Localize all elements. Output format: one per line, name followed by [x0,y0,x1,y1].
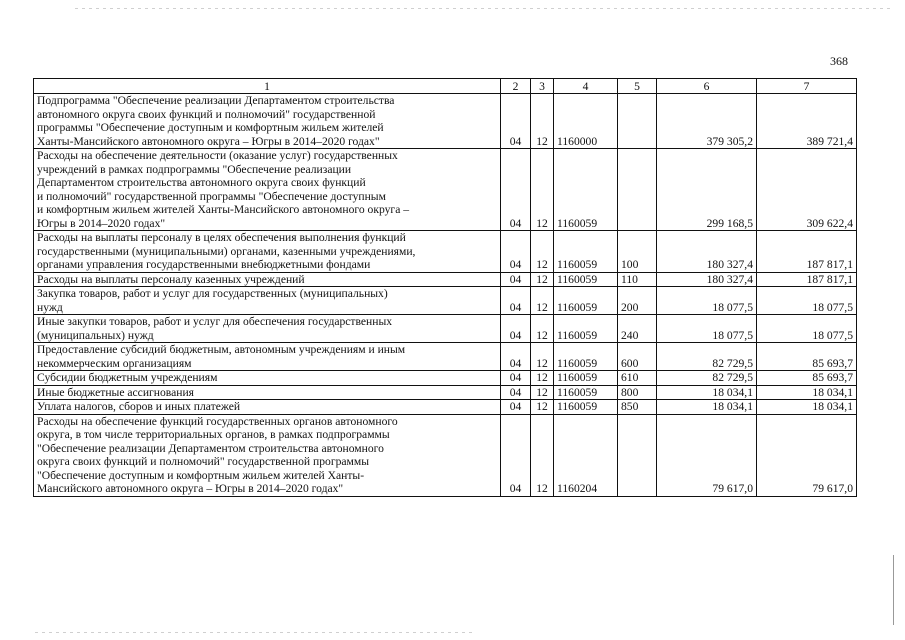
page-edge-line [893,555,894,625]
section-code-cell: 04 [501,315,531,343]
expense-type-cell [618,94,657,149]
table-row [34,149,857,231]
scan-artifact-bottom [35,632,475,633]
table-row [34,315,857,343]
table-header-row [34,79,857,94]
amount-col7-cell: 389 721,4 [757,94,857,149]
table-row [34,414,857,496]
subsection-code-cell: 12 [531,371,554,386]
row-name-cell: Предоставление субсидий бюджетным, автономным учреждениям и иным некоммерческим организациям [34,343,501,371]
row-name-cell: Подпрограмма "Обеспечение реализации Департаментом строительства автономного округа своих функций и полномочий" государственной программы "Обеспечение доступным и комфортным жильем жителей Ханты-Мансийского автономного округа – Югры в 2014–2020 годах" [34,94,501,149]
target-article-cell: 1160059 [554,272,618,287]
subsection-code-cell: 12 [531,231,554,273]
row-name-cell: Иные закупки товаров, работ и услуг для обеспечения государственных (муниципальных) нужд [34,315,501,343]
section-code-cell: 04 [501,343,531,371]
table-row [34,385,857,400]
table-row [34,94,857,149]
amount-col6-cell: 18 034,1 [657,385,757,400]
amount-col7-cell: 85 693,7 [757,371,857,386]
subsection-code-cell: 12 [531,414,554,496]
amount-col6-cell: 299 168,5 [657,149,757,231]
section-code-cell: 04 [501,149,531,231]
amount-col7-cell: 18 077,5 [757,287,857,315]
subsection-code-cell: 12 [531,149,554,231]
amount-col6-cell: 79 617,0 [657,414,757,496]
expense-type-cell: 200 [618,287,657,315]
subsection-code-cell: 12 [531,343,554,371]
table-row [34,272,857,287]
target-article-cell: 1160059 [554,231,618,273]
subsection-code-cell: 12 [531,400,554,415]
table-row [34,343,857,371]
row-name-cell: Расходы на выплаты персоналу в целях обеспечения выполнения функций государственными (муниципальными) органами, казенными учреждениями, органами управления государственными внебюджетными фондами [34,231,501,273]
row-name-cell: Иные бюджетные ассигнования [34,385,501,400]
header-col-4: 4 [554,79,618,94]
subsection-code-cell: 12 [531,315,554,343]
target-article-cell: 1160059 [554,149,618,231]
amount-col6-cell: 18 077,5 [657,287,757,315]
section-code-cell: 04 [501,94,531,149]
expense-type-cell: 610 [618,371,657,386]
row-name-cell: Расходы на выплаты персоналу казенных учреждений [34,272,501,287]
target-article-cell: 1160059 [554,343,618,371]
scan-artifact-top [75,8,890,9]
expense-type-cell [618,149,657,231]
row-name-cell: Закупка товаров, работ и услуг для государственных (муниципальных) нужд [34,287,501,315]
expense-type-cell: 110 [618,272,657,287]
expense-type-cell: 800 [618,385,657,400]
row-name-cell: Субсидии бюджетным учреждениям [34,371,501,386]
amount-col7-cell: 309 622,4 [757,149,857,231]
amount-col7-cell: 79 617,0 [757,414,857,496]
section-code-cell: 04 [501,371,531,386]
amount-col6-cell: 180 327,4 [657,272,757,287]
amount-col7-cell: 18 034,1 [757,400,857,415]
amount-col6-cell: 18 034,1 [657,400,757,415]
amount-col6-cell: 18 077,5 [657,315,757,343]
expense-type-cell: 600 [618,343,657,371]
amount-col7-cell: 18 077,5 [757,315,857,343]
target-article-cell: 1160059 [554,371,618,386]
header-col-1: 1 [34,79,501,94]
expense-type-cell: 100 [618,231,657,273]
row-name-cell: Расходы на обеспечение деятельности (оказание услуг) государственных учреждений в рамках подпрограммы "Обеспечение реализации Департаментом строительства автономного округа своих функций и полномочий" государственной программы "Обеспечение доступным и комфортным жильем жителей Ханты-Мансийского автономного округа – Югры в 2014–2020 годах" [34,149,501,231]
table-row [34,371,857,386]
header-col-6: 6 [657,79,757,94]
section-code-cell: 04 [501,231,531,273]
row-name-cell: Расходы на обеспечение функций государственных органов автономного округа, в том числе территориальных органов, в рамках подпрограммы "Обеспечение реализации Департаментом строительства автономного округа своих функций и полномочий" государственной программы "Обеспечение доступным и комфортным жильем жителей Ханты- Мансийского автономного округа – Югры в 2014–2020 годах" [34,414,501,496]
section-code-cell: 04 [501,385,531,400]
section-code-cell: 04 [501,287,531,315]
budget-table [33,78,857,497]
header-col-7: 7 [757,79,857,94]
expense-type-cell [618,414,657,496]
section-code-cell: 04 [501,414,531,496]
page-number: 368 [830,54,848,68]
amount-col6-cell: 180 327,4 [657,231,757,273]
subsection-code-cell: 12 [531,287,554,315]
header-col-2: 2 [501,79,531,94]
section-code-cell: 04 [501,272,531,287]
expense-type-cell: 850 [618,400,657,415]
target-article-cell: 1160059 [554,385,618,400]
target-article-cell: 1160059 [554,315,618,343]
header-col-5: 5 [618,79,657,94]
row-name-cell: Уплата налогов, сборов и иных платежей [34,400,501,415]
subsection-code-cell: 12 [531,94,554,149]
table-row [34,231,857,273]
target-article-cell: 1160204 [554,414,618,496]
target-article-cell: 1160059 [554,400,618,415]
header-col-3: 3 [531,79,554,94]
amount-col7-cell: 187 817,1 [757,272,857,287]
section-code-cell: 04 [501,400,531,415]
table-row [34,287,857,315]
table-row [34,400,857,415]
amount-col6-cell: 82 729,5 [657,371,757,386]
amount-col7-cell: 85 693,7 [757,343,857,371]
subsection-code-cell: 12 [531,272,554,287]
amount-col7-cell: 18 034,1 [757,385,857,400]
subsection-code-cell: 12 [531,385,554,400]
amount-col6-cell: 82 729,5 [657,343,757,371]
expense-type-cell: 240 [618,315,657,343]
amount-col7-cell: 187 817,1 [757,231,857,273]
target-article-cell: 1160059 [554,287,618,315]
amount-col6-cell: 379 305,2 [657,94,757,149]
target-article-cell: 1160000 [554,94,618,149]
